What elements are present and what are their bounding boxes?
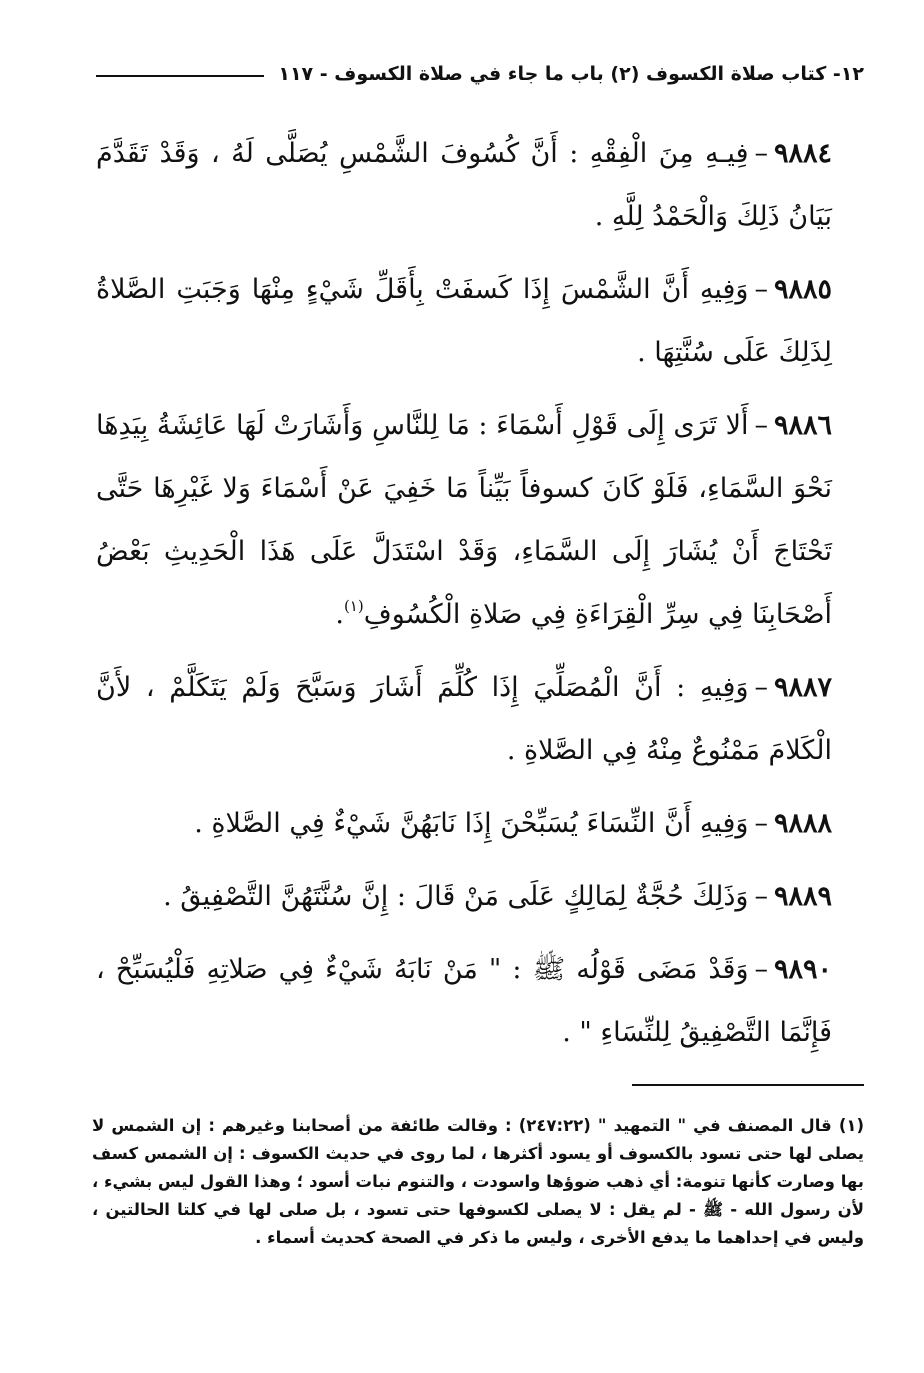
footnote bbox=[92, 1112, 864, 1252]
main-text bbox=[96, 122, 832, 1074]
header-rule bbox=[96, 75, 264, 77]
dash-separator: – bbox=[754, 672, 768, 703]
footnote-rule bbox=[632, 1084, 864, 1086]
paragraph-text: وَذَلِكَ حُجَّةٌ لِمَالِكٍ عَلَى مَنْ قَالَ : إِنَّ سُنَّتَهُنَّ التَّصْفِيقُ . bbox=[163, 881, 749, 912]
dash-separator: – bbox=[754, 410, 768, 441]
paragraph-9885 bbox=[96, 258, 832, 384]
dash-separator: – bbox=[754, 274, 768, 305]
footnote-text: (١) قال المصنف في " التمهيد " (٢٤٧:٢٢) : وقالت طائفة من أصحابنا وغيرهم : إن الشمس لا يصلى لها حتى تسود بالكسوف أو يسود أكثرها ، لما روى في حديث الكسوف : إن الشمس كسف بها وصارت كأنها تنومة: أي ذهب ضوؤها واسودت ، والتنوم نبات أسود ؛ وهذا القول ليس بشيء ، لأن رسول الله - ﷺ - لم يقل : لا يصلى لكسوفها حتى تسود ، بل صلى لها في كلتا الحالتين ، وليس في إحداهما ما يدفع الأخرى ، وليس ما ذكر في الصحة كحديث أسماء . bbox=[92, 1116, 864, 1247]
paragraph-9886 bbox=[96, 394, 832, 646]
paragraph-number: ٩٨٨٦ bbox=[773, 410, 832, 441]
paragraph-9887 bbox=[96, 656, 832, 782]
header-title: ١٢- كتاب صلاة الكسوف (٢) باب ما جاء في صلاة الكسوف - ١١٧ bbox=[278, 63, 864, 85]
paragraph-text: وَفِيهِ : أَنَّ الْمُصَلِّيَ إِذَا كُلِّمَ أَشَارَ وَسَبَّحَ وَلَمْ يَتَكَلَّمْ ، لأَنَّ الْكَلامَ مَمْنُوعٌ مِنْهُ فِي الصَّلاةِ . bbox=[96, 672, 832, 766]
paragraph-text: أَلا تَرَى إِلَى قَوْلِ أَسْمَاءَ : مَا لِلنَّاسِ وَأَشَارَتْ لَهَا عَائِشَةُ بِيَدِهَا نَحْوَ السَّمَاءِ، فَلَوْ كَانَ كسوفاً بَيِّناً مَا خَفِيَ عَنْ أَسْمَاءَ وَلا غَيْرِهَا حَتَّى تَحْتَاجَ أَنْ يُشَارَ إِلَى السَّمَاءِ، وَقَدْ اسْتَدَلَّ عَلَى هَذَا الْحَدِيثِ بَعْضُ أَصْحَابِنَا فِي سِرِّ الْقِرَاءَةِ فِي صَلاةِ الْكُسُوفِ bbox=[96, 410, 832, 630]
paragraph-text: وَفِيهِ أَنَّ النِّسَاءَ يُسَبِّحْنَ إِذَا نَابَهُنَّ شَيْءٌ فِي الصَّلاةِ . bbox=[194, 808, 749, 839]
paragraph-number: ٩٨٩٠ bbox=[773, 954, 832, 985]
paragraph-tail: . bbox=[335, 599, 344, 630]
paragraph-9884 bbox=[96, 122, 832, 248]
paragraph-9889 bbox=[96, 865, 832, 928]
paragraph-number: ٩٨٨٧ bbox=[773, 672, 832, 703]
dash-separator: – bbox=[754, 808, 768, 839]
paragraph-number: ٩٨٨٨ bbox=[773, 808, 832, 839]
paragraph-number: ٩٨٨٥ bbox=[773, 274, 832, 305]
paragraph-9890 bbox=[96, 938, 832, 1064]
paragraph-number: ٩٨٨٤ bbox=[773, 138, 832, 169]
paragraph-text: وَقَدْ مَضَى قَوْلُه ﷺ : " مَنْ نَابَهُ شَيْءٌ فِي صَلاتِهِ فَلْيُسَبِّحْ ، فَإِنَّمَا التَّصْفِيقُ لِلنِّسَاءِ " . bbox=[96, 954, 832, 1048]
paragraph-text: فِيـهِ مِنَ الْفِقْهِ : أَنَّ كُسُوفَ الشَّمْسِ يُصَلَّى لَهُ ، وَقَدْ تَقَدَّمَ بَيَانُ ذَلِكَ وَالْحَمْدُ لِلَّهِ . bbox=[96, 138, 832, 232]
dash-separator: – bbox=[754, 954, 768, 985]
paragraph-9888 bbox=[96, 792, 832, 855]
footnote-reference[interactable]: (١) bbox=[343, 597, 364, 615]
dash-separator: – bbox=[754, 138, 768, 169]
dash-separator: – bbox=[754, 881, 768, 912]
paragraph-text: وَفِيهِ أَنَّ الشَّمْسَ إِذَا كَسفَتْ بِأَقَلِّ شَيْءٍ مِنْهَا وَجَبَتِ الصَّلاةُ لِذَلِكَ عَلَى سُنَّتِهَا . bbox=[96, 274, 832, 368]
running-header bbox=[96, 56, 864, 92]
paragraph-number: ٩٨٨٩ bbox=[773, 881, 832, 912]
